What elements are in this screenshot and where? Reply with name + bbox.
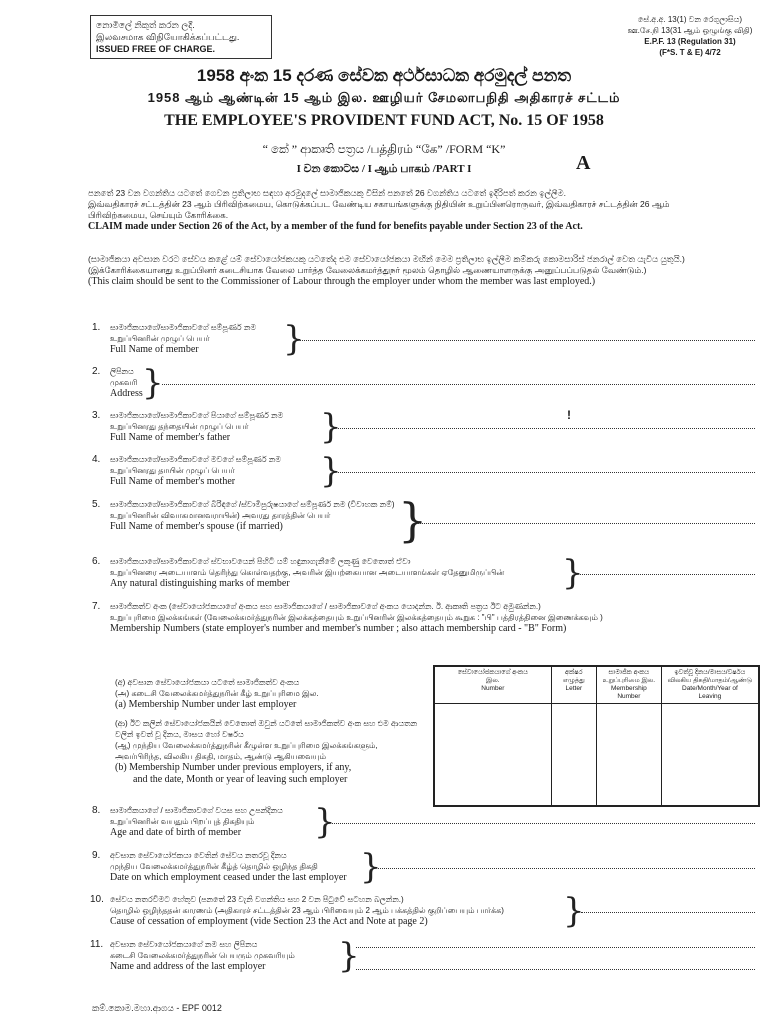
- label-ta: முந்திய வேலைக்கமர்த்துநரின் கீழ்த் தொழில் ஒழிந்த திகதி: [110, 862, 318, 871]
- sub-a-si: (අ) අවසාන සේවායෝජකයා යටතේ සාමාජිකත්ව අංකය: [115, 678, 300, 687]
- label-ta: உறுப்பினரின் வயதும் பிறப்புத் திகதியும்: [110, 817, 255, 826]
- item-number: 9.: [92, 850, 101, 861]
- regulation-ref-en: E.P.F. 13 (Regulation 31): [644, 37, 736, 46]
- title-tamil: 1958 ஆம் ஆண்டின் 15 ஆம் இல. ஊழியர் சேமலாபநிதி அதிகாரச் சட்டம்: [147, 90, 621, 105]
- send-en: (This claim should be sent to the Commissioner of Labour through the employer under whom the member was last employed.): [88, 276, 596, 287]
- item-number: 6.: [92, 556, 101, 567]
- item-labels: [110, 939, 340, 973]
- label-en: Address: [110, 388, 143, 399]
- item-number: 4.: [92, 454, 101, 465]
- father-name-input-line[interactable]: [338, 428, 755, 429]
- label-ta: கடைசி வேலைக்கமர்த்துநரின் பெயரும் முகவரியும்: [110, 951, 295, 960]
- item-labels: [110, 322, 256, 356]
- label-ta: உறுப்புரிமை இலக்கங்கள் (வேலைக்கமர்த்துநரின் இலக்கத்தையும் உறுப்பினரின் இலக்கத்தையும் கூறுக : "பி" பத்திரத்தினை இணைக்கவும் ): [110, 613, 603, 622]
- sub-b-ta: (ஆ) முந்திய வேலைக்கமர்த்துநரின் கீழுள்ள உறுப்புரிமை இலக்கங்களும், அவர்பிரிந்த, விலகிய திகதி, மாதம், ஆண்டு ஆகியவையும்: [115, 741, 378, 761]
- label-si: සාමාජිකයාගේ/සාමාජිකාවගේ සම්පූර්ණ නම: [110, 323, 257, 332]
- item-labels: [110, 894, 560, 928]
- label-en: Full Name of member: [110, 344, 199, 355]
- regulation-ref-code: (F*S. T & E) 4/72: [659, 48, 721, 57]
- tick-mark: !: [567, 408, 571, 422]
- item7-sub-b: [115, 718, 425, 786]
- brace: }: [360, 847, 382, 887]
- address-input-line[interactable]: [162, 384, 755, 385]
- label-en: Age and date of birth of member: [110, 827, 242, 838]
- claim-ta: இவ்வதிகாரச் சட்டத்தின் 23 ஆம் பிரிவிற்கமைய, கொடுக்கப்பட வேண்டிய சகாயங்களுக்கு நிதியின் உறுப்பினரொருவர், இவ்வதிகாரச் சட்டத்தின் 26 ஆம் பிரிவிற்கமைய, செய்யும் கோரிக்கை.: [88, 199, 670, 220]
- brace: }: [398, 493, 428, 547]
- label-si: ලිපිනය: [110, 367, 134, 376]
- form-code-footer: කම්.කොම.මහා.ආගය - EPF 0012: [92, 1003, 222, 1013]
- full-name-input-line[interactable]: [300, 340, 755, 341]
- label-ta: தொழில் ஒழிந்ததன் காரணம் (அதிகாரச் சட்டத்தின் 23 ஆம் பிரிவையும் 2 ஆம் பக்கத்தில் குறிப்பையும் பார்க்க): [110, 906, 504, 915]
- label-ta: உறுப்பினரது தாயின் முழுப் பெயர்: [110, 466, 235, 475]
- item-number: 2.: [92, 366, 101, 377]
- age-dob-input-line[interactable]: [332, 823, 755, 824]
- sub-a-en: (a) Membership Number under last employer: [115, 699, 297, 710]
- label-ta: உறுப்பினரை அடையாளம் தெரிந்து கொள்வதற்கு, அவரின் இயற்கையான அடையாளங்கள் ஏதேனுமிருப்பின்: [110, 568, 505, 577]
- label-ta: முகவரி: [110, 378, 138, 387]
- item-number: 3.: [92, 410, 101, 421]
- regulation-ref-ta: ஊ.சே.நி 13(31 ஆம் ஒழுங்கு விதி): [627, 26, 753, 35]
- item-labels: [110, 410, 283, 444]
- regulation-reference: [620, 14, 760, 58]
- item-labels: [110, 850, 360, 884]
- issued-free-box: [90, 15, 272, 59]
- label-en: Name and address of the last employer: [110, 961, 266, 972]
- send-instruction: [88, 254, 698, 287]
- table-cell[interactable]: [551, 704, 596, 806]
- spouse-name-input-line[interactable]: [418, 523, 755, 524]
- col-employer-number: සේවායෝජකයාගේ අංකය இல. Number: [435, 667, 552, 704]
- label-en: Any natural distinguishing marks of member: [110, 578, 290, 589]
- last-employer-input-line-1[interactable]: [356, 947, 755, 948]
- brace: }: [320, 407, 342, 447]
- table-cell[interactable]: [435, 704, 552, 806]
- col-date-leaving: ඉවත්වූ දිනය/මාසය/වර්ෂය விலகிய திகதி/மாதம்/ஆண்டு Date/Month/Year of Leaving: [661, 667, 758, 704]
- label-si: සාමාජිකයාගේ/සාමාජිකාවගේ මවගේ සම්පූර්ණ නම: [110, 455, 282, 464]
- claim-en: CLAIM made under Section 26 of the Act, by a member of the fund for benefits payable under Section 23 of the Act.: [88, 221, 583, 232]
- item-labels: [110, 601, 760, 635]
- marks-input-line[interactable]: [580, 574, 755, 575]
- title-english: THE EMPLOYEE'S PROVIDENT FUND ACT, No. 15 OF 1958: [164, 112, 604, 129]
- part-one-label: I වන කොටස / I ஆம் பாகம் /PART I: [296, 163, 472, 175]
- item-number: 8.: [92, 805, 101, 816]
- item-labels: [110, 366, 143, 400]
- label-en: Full Name of member's father: [110, 432, 231, 443]
- issued-free-ta: இலவசமாக விநியோகிக்கப்பட்டது.: [96, 32, 240, 42]
- label-si: අවසාන සේවායෝජකයාගේ නම සහ ලිපිනය: [110, 940, 258, 949]
- label-si: සාමාජිකයාගේ/සාමාජිකාවගේ පියාගේ සම්පූර්ණ නම: [110, 411, 284, 420]
- item-labels: [110, 805, 283, 839]
- brace: }: [320, 451, 342, 491]
- table-cell[interactable]: [596, 704, 661, 806]
- claim-si: පනතේ 23 වන වගන්තිය යටතේ ගෙවන ප්‍රතිලාභ සඳහා අරමුදලේ සාමාජිකයකු විසින් පනතේ 26 වගන්තිය යටතේ ඉදිරිපත් කරන ඉල්ලීම.: [88, 188, 566, 198]
- last-employer-input-line-2[interactable]: [356, 969, 755, 970]
- brace: }: [283, 319, 305, 359]
- brace: }: [142, 363, 164, 403]
- col-membership-number: සාමාජික අංකය உறுப்புரிமை இல. Membership Number: [596, 667, 661, 704]
- item-number: 10.: [90, 894, 104, 905]
- label-en: Full Name of member's mother: [110, 476, 236, 487]
- label-si: සාමාජිකයාගේ/සාමාජිකාවගේ බිරිඳගේ /ස්වාමිපුරුෂයාගේ සම්පූර්ණ නම (විවාහක නම්): [110, 500, 395, 509]
- label-si: සේවය නතරවීමට හේතුව (පනතේ 23 වැනි වගන්තිය සහ 2 වන පිටුවේ සටහන බලන්න.): [110, 895, 404, 904]
- item-labels: [110, 454, 281, 488]
- label-en: Cause of cessation of employment (vide Section 23 the Act and Note at page 2): [110, 916, 428, 927]
- label-si: සාමාජිකයාගේ / සාමාජිකාවගේ වයස සහ උපන්දිනය: [110, 806, 283, 815]
- regulation-ref-si: සේ.අ.අ. 13(1) වන රෙගුලාසිය): [637, 15, 743, 24]
- label-ta: உறுப்பினரின் விவாகமானவராயின்) அவரது தாரத்தின் பெயர்: [110, 511, 331, 520]
- sub-a-ta: (அ) கடைசி வேலைக்கமர்த்துநரின் கீழ் உறுப்புரிமை இல.: [115, 689, 319, 698]
- label-ta: உறுப்பினரின் முழுப் பெயர்: [110, 334, 210, 343]
- item-labels: [110, 556, 555, 590]
- form-k-label: “ කේ ” ආකෘති පත්‍රය /பத்திரம் “கே” /FORM “K”: [262, 142, 506, 156]
- label-si: සාමාජිකයාගේ/සාමාජිකාවගේ ස්වභාවයෙන් පිහිටි යම් හඳුනාගැනීමේ ලකුණු වෙතොත් ඒවා: [110, 557, 411, 566]
- brace: }: [338, 936, 360, 976]
- label-en: Membership Numbers (state employer's number and member's number ; also attach membership card - "B" Form): [110, 623, 567, 634]
- label-en: Date on which employment ceased under the last employer: [110, 872, 347, 883]
- sub-b-en-1: (b) Membership Number under previous employers, if any,: [115, 762, 352, 773]
- cessation-cause-input-line[interactable]: [581, 912, 755, 913]
- send-ta: (இக்கோரிக்கையானது உறுப்பினர் கடைசியாக வேலை பார்த்த வேலைக்கமர்த்துநர் மூலம் தொழில் ஆணையாளருக்கு அனுப்பப்படுதல் வேண்டும்.): [88, 265, 647, 275]
- issued-free-si: නොමිලේ නිකුත් කරන ලදී.: [96, 20, 195, 30]
- item-labels: [110, 499, 400, 533]
- item7-sub-a: [115, 677, 415, 711]
- send-si: (සාමාජිකයා අවසාන වරට සේවය කළේ යම් සේවායෝජකයකු යටතේද එම සේවායෝජකයා මඟින් මෙම ප්‍රතිලාභ ඉල්ලීම කම්කරු කොමසාරිස් ජනරාල් වෙත යැවිය යුතුයි.): [88, 254, 685, 264]
- label-si: සාමාජිකත්ව අංක (සේවායෝජකයාගේ අංකය සහ සාමාජිකයාගේ / සාමාජිකාවගේ අංකය යොදන්න. ඊ. ආකෘති පත්‍රය ඊට අමුණන්න.): [110, 602, 541, 611]
- label-ta: உறுப்பினரது தந்தையின் முழுப் பெயர்: [110, 422, 249, 431]
- label-si: අවසාන සේවායෝජකයා වෙතින් සේවය නතරවූ දිනය: [110, 851, 287, 860]
- col-letter: අක්ෂර எழுத்து Letter: [551, 667, 596, 704]
- item-number: 11.: [90, 939, 104, 950]
- title-sinhala: 1958 අංක 15 දරණ සේවක අර්ථසාධක අරමුදල් පනත: [196, 66, 572, 85]
- label-en: Full Name of member's spouse (if married): [110, 521, 283, 532]
- membership-table: [433, 665, 760, 807]
- item-number: 7.: [92, 601, 101, 612]
- item-number: 5.: [92, 499, 101, 510]
- ceased-date-input-line[interactable]: [378, 868, 755, 869]
- sub-b-en-2: and the date, Month or year of leaving such employer: [133, 774, 348, 785]
- brace: }: [562, 553, 584, 593]
- form-letter-a: A: [576, 152, 591, 174]
- brace: }: [314, 802, 336, 842]
- table-cell[interactable]: [661, 704, 758, 806]
- claim-statement: [88, 188, 698, 232]
- mother-name-input-line[interactable]: [338, 472, 755, 473]
- item-number: 1.: [92, 322, 101, 333]
- brace: }: [563, 891, 585, 931]
- issued-free-en: ISSUED FREE OF CHARGE.: [96, 44, 216, 54]
- sub-b-si: (ආ) ඊට කලින් සේවායෝජකයින් වෙතොත් ඔවුන් යටතේ සාමාජිකත්ව අංක සහ එම ආයතන වලින් ඉවත් වූ දිනය, මාසය හෝ වර්ෂය: [115, 719, 418, 739]
